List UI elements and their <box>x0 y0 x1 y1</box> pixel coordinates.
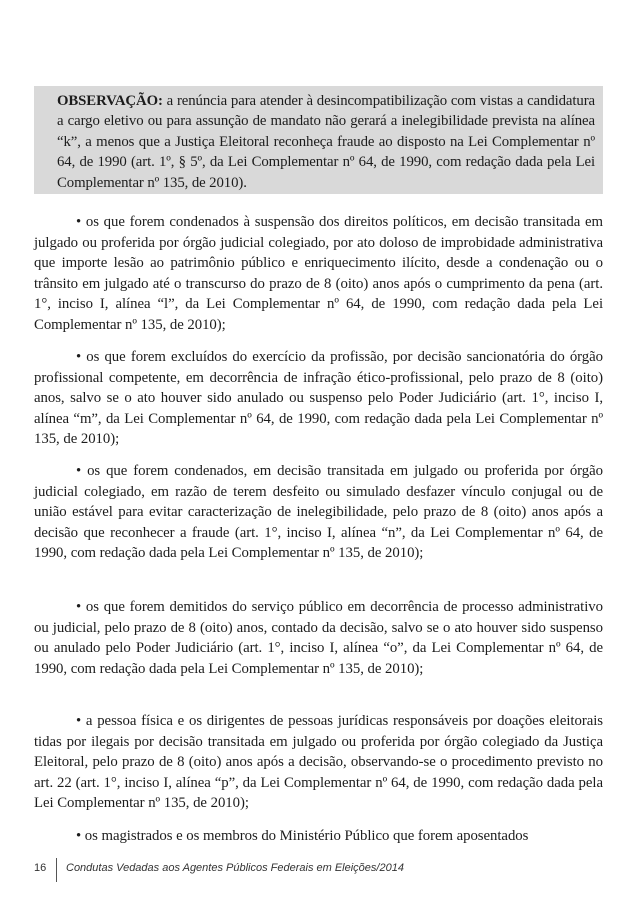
observation-text: a renúncia para atender à desincompatibilização com vistas a candidatura a cargo eletivo ou para assunção de mandato não gerará a inelegibilidade prevista na alínea “k”, a menos que a Justiça Eleitoral reconheça fraude ao disposto na Lei Complementar nº 64, de 1990 (art. 1º, § 5º, da Lei Complementar nº 64, de 1990, com redação dada pela Lei Complementar nº 135, de 2010). <box>57 93 595 191</box>
paragraph-alinea-p: • a pessoa física e os dirigentes de pessoas jurídicas responsáveis por doações eleitorais tidas por ilegais por decisão transitada em julgado ou proferida por órgão colegiado da Justiça Eleitoral, pelo prazo de 8 (oito) anos após a decisão, observando-se o procedimento previsto no art. 22 (art. 1°, inciso I, alínea “p”, da Lei Complementar nº 64, de 1990, com redação dada pela Lei Complementar nº 135, de 2010); <box>34 713 603 812</box>
footer-divider <box>56 858 57 882</box>
observation-note <box>57 91 595 193</box>
paragraph-alinea-o: • os que forem demitidos do serviço público em decorrência de processo administrativo ou judicial, pelo prazo de 8 (oito) anos, contado da decisão, salvo se o ato houver sido suspenso ou anulado pelo Poder Judiciário (art. 1°, inciso I, alínea “o”, da Lei Complementar nº 64, de 1990, com redação dada pela Lei Complementar nº 135, de 2010); <box>34 599 603 677</box>
paragraph-alinea-n: • os que forem condenados, em decisão transitada em julgado ou proferida por órgão judicial colegiado, em razão de terem desfeito ou simulado desfazer vínculo conjugal ou de união estável para evitar caracterização de inelegibilidade, pelo prazo de 8 (oito) anos após a decisão que reconhecer a fraude (art. 1°, inciso I, alínea “n”, da Lei Complementar nº 64, de 1990, com redação dada pela Lei Complementar nº 135, de 2010); <box>34 463 603 562</box>
paragraph-alinea-q: • os magistrados e os membros do Ministério Público que forem aposentados <box>76 828 529 844</box>
observation-label: OBSERVAÇÃO: <box>57 93 163 109</box>
paragraph-alinea-m: • os que forem excluídos do exercício da profissão, por decisão sancionatória do órgão profissional competente, em decorrência de infração ético-profissional, pelo prazo de 8 (oito) anos, salvo se o ato houver sido anulado ou suspenso pelo Poder Judiciário (art. 1°, inciso I, alínea “m”, da Lei Complementar nº 64, de 1990, com redação dada pela Lei Complementar nº 135, de 2010); <box>34 349 603 448</box>
footer-title: Condutas Vedadas aos Agentes Públicos Federais em Eleições/2014 <box>66 862 404 874</box>
paragraph-alinea-l: • os que forem condenados à suspensão dos direitos políticos, em decisão transitada em julgado ou proferida por órgão judicial colegiado, por ato doloso de improbidade administrativa que importe lesão ao patrimônio público e enriquecimento ilícito, desde a condenação ou o trânsito em julgado até o transcurso do prazo de 8 (oito) anos após o cumprimento da pena (art. 1°, inciso I, alínea “l”, da Lei Complementar nº 64, de 1990, com redação dada pela Lei Complementar nº 135, de 2010); <box>34 214 603 333</box>
page-number: 16 <box>34 862 47 874</box>
